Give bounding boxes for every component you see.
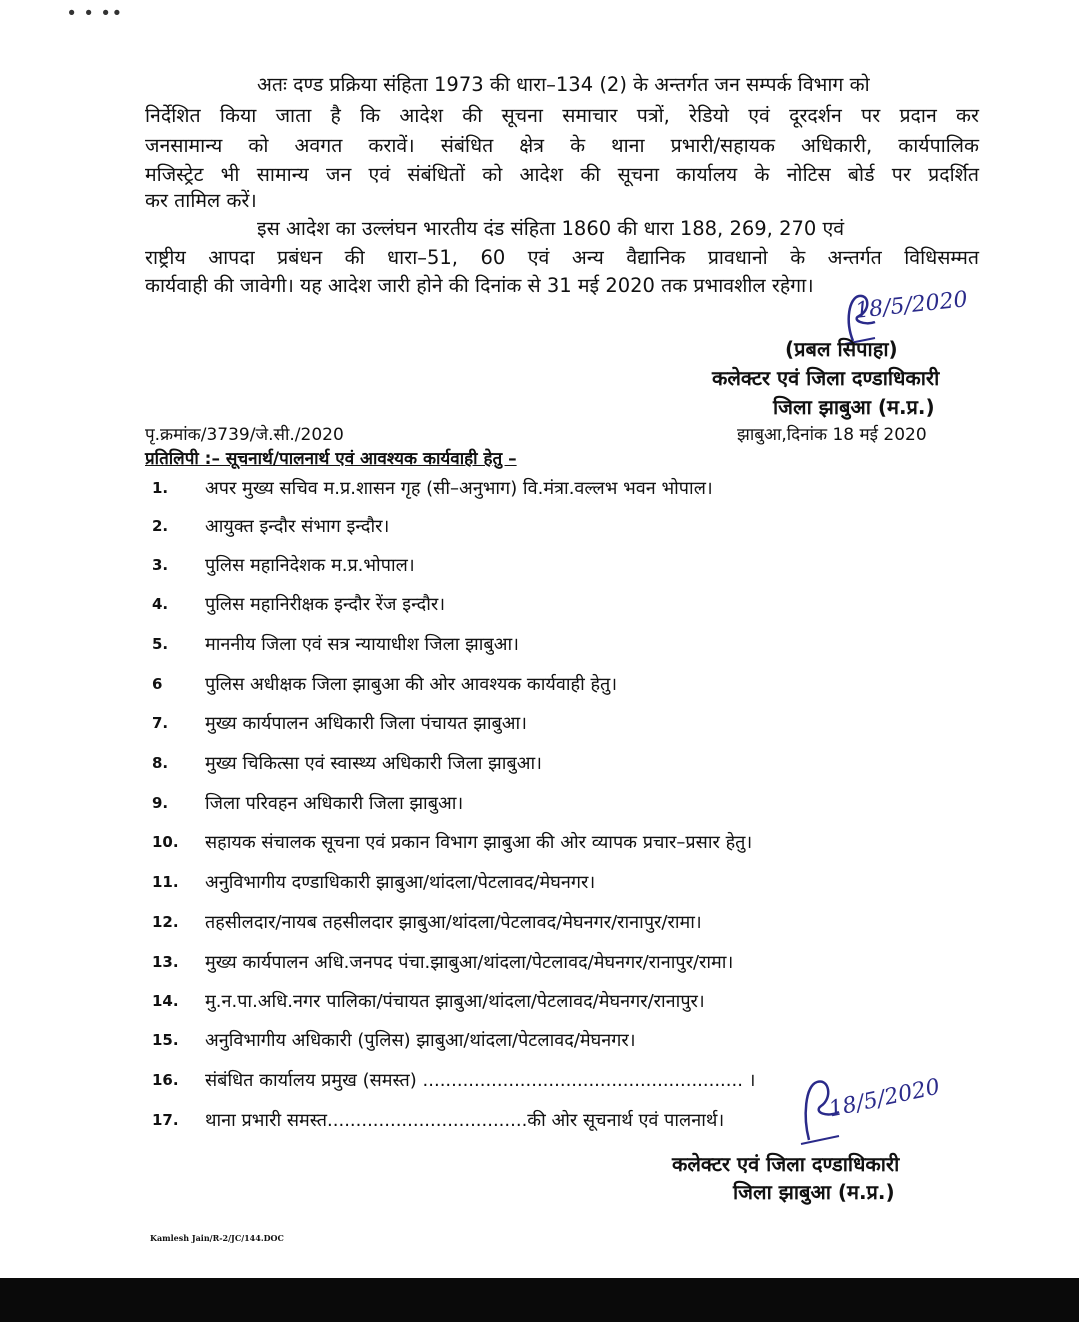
list-item-number: 12. (152, 913, 179, 931)
signatory-designation-1: कलेक्टर एवं जिला दण्डाधिकारी (712, 366, 940, 390)
list-item: अपर मुख्य सचिव म.प्र.शासन गृह (सी–अनुभाग) वि.मंत्रा.वल्लभ भवन भोपाल। (205, 478, 713, 499)
list-item-number: 3. (152, 556, 169, 574)
list-item-number: 16. (152, 1071, 179, 1089)
signatory-name: (प्रबल सिपाहा) (785, 337, 898, 361)
signature-date-1: 18/5/2020 (854, 287, 969, 324)
signature-date-2: 18/5/2020 (826, 1074, 943, 1123)
reference-number: पृ.क्रमांक/3739/जे.सी./2020 (145, 425, 344, 445)
para1-line4: मजिस्ट्रेट भी सामान्य जन एवं संबंधितों को आदेश की सूचना कार्यालय के नोटिस बोर्ड पर प्रदर्शित (145, 163, 979, 186)
para1-line3: जनसामान्य को अवगत करावें। संबंधित क्षेत्र के थाना प्रभारी/सहायक अधिकारी, कार्यपालिक (145, 134, 979, 157)
list-item: पुलिस महानिदेशक म.प्र.भोपाल। (205, 555, 415, 576)
list-item: सहायक संचालक सूचना एवं प्रकान विभाग झाबुआ की ओर व्यापक प्रचार–प्रसार हेतु। (205, 832, 753, 853)
reference-date: झाबुआ,दिनांक 18 मई 2020 (737, 425, 927, 445)
list-item: तहसीलदार/नायब तहसीलदार झाबुआ/थांदला/पेटलावद/मेघनगर/रानापुर/रामा। (205, 912, 702, 933)
list-item-number: 8. (152, 754, 169, 772)
list-item-number: 15. (152, 1031, 179, 1049)
list-item-number: 14. (152, 992, 179, 1010)
list-item: माननीय जिला एवं सत्र न्यायाधीश जिला झाबुआ। (205, 634, 519, 655)
list-item-number: 5. (152, 635, 169, 653)
list-item: मुख्य कार्यपालन अधि.जनपद पंचा.झाबुआ/थांदला/पेटलावद/मेघनगर/रानापुर/रामा। (205, 952, 734, 973)
list-item-number: 2. (152, 517, 169, 535)
list-item: जिला परिवहन अधिकारी जिला झाबुआ। (205, 793, 464, 814)
list-item-number: 4. (152, 595, 169, 613)
list-item-number: 6 (152, 675, 163, 693)
para2-line1: इस आदेश का उल्लंघन भारतीय दंड संहिता 1860 की धारा 188, 269, 270 एवं (257, 217, 845, 240)
list-item-number: 13. (152, 953, 179, 971)
bottom-black-border (0, 1278, 1079, 1322)
list-item: आयुक्त इन्दौर संभाग इन्दौर। (205, 516, 390, 537)
list-item-number: 17. (152, 1111, 179, 1129)
list-item: अनुविभागीय दण्डाधिकारी झाबुआ/थांदला/पेटलावद/मेघनगर। (205, 872, 596, 893)
para1-line5: कर तामिल करें। (145, 189, 257, 212)
list-item-number: 1. (152, 479, 169, 497)
copy-heading: प्रतिलिपी :– सूचनार्थ/पालनार्थ एवं आवश्यक कार्यवाही हेतु – (145, 449, 517, 469)
para1-line2: निर्देशित किया जाता है कि आदेश की सूचना समाचार पत्रों, रेडियो एवं दूरदर्शन पर प्रदान कर (145, 104, 979, 127)
corner-marks: ∙ ∙ ∙∙ (66, 2, 123, 23)
list-item-number: 9. (152, 794, 169, 812)
list-item-number: 7. (152, 714, 169, 732)
signatory-district-1: जिला झाबुआ (म.प्र.) (773, 395, 935, 419)
list-item: पुलिस अधीक्षक जिला झाबुआ की ओर आवश्यक कार्यवाही हेतु। (205, 674, 618, 695)
list-item: अनुविभागीय अधिकारी (पुलिस) झाबुआ/थांदला/पेटलावद/मेघनगर। (205, 1030, 636, 1051)
list-item: संबंधित कार्यालय प्रमुख (समस्त) ........................................................ । (205, 1070, 756, 1091)
list-item: मुख्य कार्यपालन अधिकारी जिला पंचायत झाबुआ। (205, 713, 528, 734)
list-item: मुख्य चिकित्सा एवं स्वास्थ्य अधिकारी जिला झाबुआ। (205, 753, 542, 774)
para1-line1: अतः दण्ड प्रक्रिया संहिता 1973 की धारा–134 (2) के अन्तर्गत जन सम्पर्क विभाग को (257, 73, 870, 96)
list-item-number: 11. (152, 873, 179, 891)
signatory-designation-2: कलेक्टर एवं जिला दण्डाधिकारी (672, 1152, 900, 1176)
list-item: पुलिस महानिरीक्षक इन्दौर रेंज इन्दौर। (205, 594, 446, 615)
para2-line2: राष्ट्रीय आपदा प्रबंधन की धारा–51, 60 एवं अन्य वैद्यानिक प्रावधानो के अन्तर्गत विधिसम्मत (145, 246, 979, 269)
footer-file-reference: Kamlesh Jain/R-2/JC/144.DOC (150, 1233, 284, 1243)
para2-line3: कार्यवाही की जावेगी। यह आदेश जारी होने की दिनांक से 31 मई 2020 तक प्रभावशील रहेगा। (145, 274, 814, 297)
list-item: थाना प्रभारी समस्त...................................की ओर सूचनार्थ एवं पालनार्थ। (205, 1110, 725, 1131)
signatory-district-2: जिला झाबुआ (म.प्र.) (733, 1180, 895, 1204)
list-item: मु.न.पा.अधि.नगर पालिका/पंचायत झाबुआ/थांदला/पेटलावद/मेघनगर/रानापुर। (205, 991, 705, 1012)
list-item-number: 10. (152, 833, 179, 851)
